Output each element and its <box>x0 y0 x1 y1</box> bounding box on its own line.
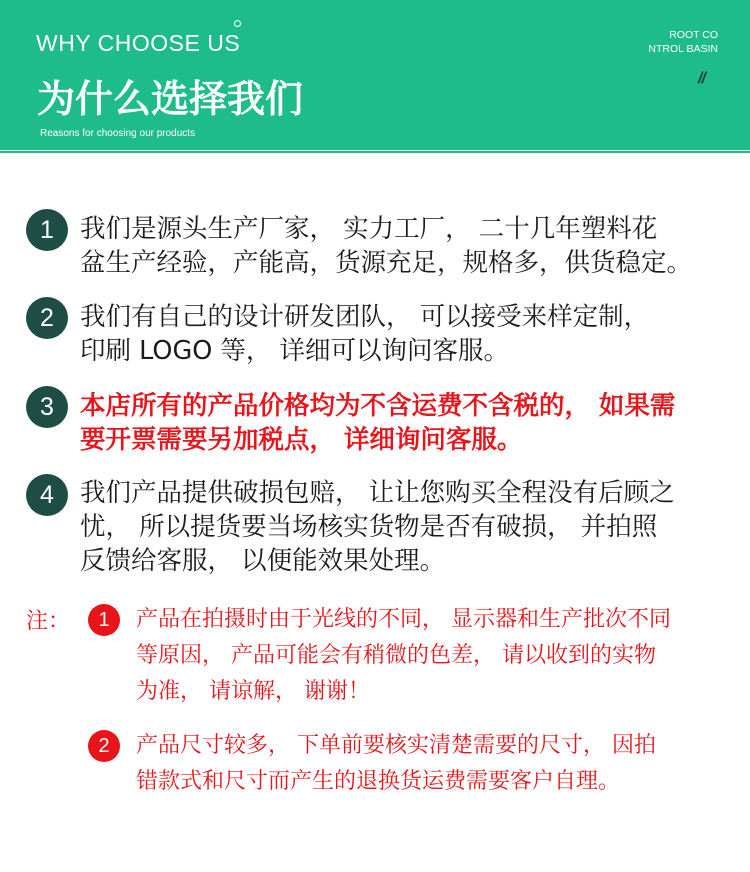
reason-text <box>80 476 740 578</box>
header-divider-line <box>0 151 750 153</box>
text-line: 要开票需要另加税点， 详细询问客服。 <box>80 425 523 455</box>
number-badge: 1 <box>26 209 68 251</box>
reason-text <box>80 212 740 280</box>
english-title: WHY CHOOSE US <box>36 30 241 56</box>
note-line: 为准， 请谅解， 谢谢！ <box>136 679 370 704</box>
note-text <box>136 728 736 800</box>
degree-symbol <box>234 20 241 27</box>
note-line: 产品在拍摄时由于光线的不同， 显示器和生产批次不同 <box>136 607 671 632</box>
text-line: 我们产品提供破损包赔， 让让您购买全程没有后顾之 <box>80 478 675 508</box>
chinese-title: 为什么选择我们 <box>37 77 304 121</box>
note-text <box>136 602 736 710</box>
text-line: 盆生产经验，产能高，货源充足，规格多，供货稳定。 <box>80 248 693 278</box>
note-number-badge: 2 <box>88 730 120 762</box>
text-line: 忧， 所以提货要当场核实货物是否有破损， 并拍照 <box>80 512 658 542</box>
slashes-decoration: // <box>698 70 705 87</box>
number-badge: 4 <box>26 474 68 516</box>
subtitle: Reasons for choosing our products <box>40 128 196 139</box>
corner-line-2: NTROL BASIN <box>648 43 718 55</box>
note-line: 产品尺寸较多， 下单前要核实清楚需要的尺寸， 因拍 <box>136 733 656 758</box>
reason-text <box>80 300 740 368</box>
text-line: 本店所有的产品价格均为不含运费不含税的， 如果需 <box>80 391 676 421</box>
number-badge: 2 <box>26 297 68 339</box>
note-line: 错款式和尺寸而产生的退换货运费需要客户自理。 <box>136 769 621 794</box>
reason-text <box>80 389 740 457</box>
text-line: 印刷 LOGO 等， 详细可以询问客服。 <box>80 336 510 366</box>
corner-text <box>648 28 718 56</box>
header-banner <box>0 0 750 150</box>
number-badge: 3 <box>26 386 68 428</box>
note-label: 注： <box>26 609 71 634</box>
text-line: 我们有自己的设计研发团队， 可以接受来样定制， <box>80 302 650 332</box>
corner-line-1: ROOT CO <box>669 29 718 41</box>
note-number-badge: 1 <box>88 604 120 636</box>
text-line: 我们是源头生产厂家， 实力工厂， 二十几年塑料花 <box>80 214 658 244</box>
note-line: 等原因， 产品可能会有稍微的色差， 请以收到的实物 <box>136 643 656 668</box>
text-line: 反馈给客服， 以便能效果处理。 <box>80 546 446 576</box>
